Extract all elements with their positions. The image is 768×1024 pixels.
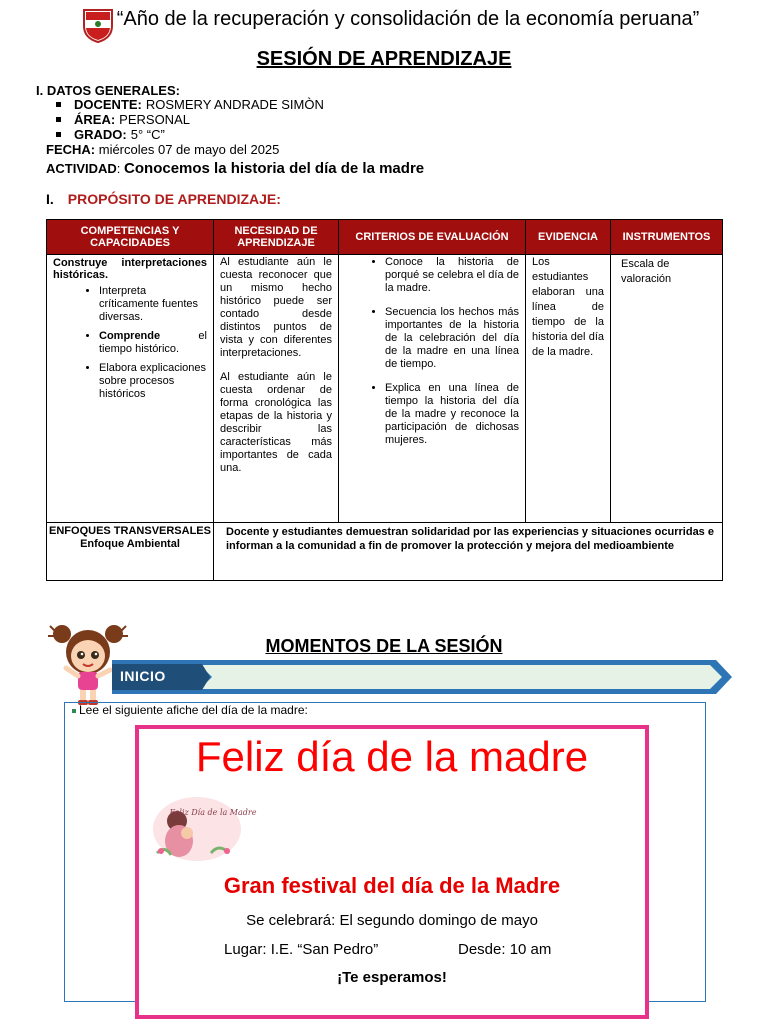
area-label: ÁREA: [74,112,116,127]
enfoque-name: Enfoque Ambiental [80,538,180,550]
area-item [56,112,324,127]
instruction-text: Lee el siguiente afiche del día de la madre: [79,703,308,717]
fecha-line [46,142,279,157]
fecha-value: miércoles 07 de mayo del 2025 [98,142,280,157]
list-item: • Conoce la historia de porqué se celebra el día de la madre. [385,256,519,295]
datos-generales-list [56,97,324,142]
proposito-label: PROPÓSITO DE APRENDIZAJE: [67,191,281,207]
necesidad-paragraph: Al estudiante aún le cuesta ordenar de forma cronológica las etapas de la historia y describir las características más importantes de cada una. [220,371,332,474]
competencia-lead: Construye interpretaciones históricas. [53,257,207,281]
docente-item [56,97,324,112]
bullet-square-icon [72,709,76,713]
poster-invitation: ¡Te esperamos! [337,969,447,986]
enfoques-title: ENFOQUES TRANSVERSALES [49,525,211,537]
enfoque-description: Docente y estudiantes demuestran solidaridad por las experiencias y situaciones ocurridas e informan a la comunidad a fin de promover la protección y mejora del medioambiente [214,523,723,581]
capacidad-bold: Comprende [99,330,161,342]
inicio-banner-arrow [112,658,734,696]
table-row [47,255,723,523]
grado-item [56,127,324,142]
actividad-label: ACTIVIDAD [46,161,117,176]
capacidad-text: Interpreta críticamente fuentes diversas. [99,285,199,323]
national-year-quote: “Año de la recuperación y consolidación de la economía peruana” [116,8,700,30]
instruction-line [72,703,308,717]
header-necesidad: NECESIDAD DE APRENDIZAJE [214,220,339,255]
datos-generales-heading: I. DATOS GENERALES: [36,83,180,98]
fecha-label: FECHA: [46,142,96,157]
bullet-square-icon [56,117,61,122]
table-header-row [47,220,723,255]
poster-time: Desde: 10 am [458,941,552,958]
inicio-label: INICIO [120,668,166,684]
poster-place: Lugar: I.E. “San Pedro” [224,941,379,958]
list-item [99,330,207,356]
enfoques-row [47,523,723,581]
planning-table [46,219,723,581]
criterios-list [345,256,519,447]
header-competencias: COMPETENCIAS Y CAPACIDADES [47,220,214,255]
actividad-line [46,160,424,177]
page-title: SESIÓN DE APRENDIZAJE [256,48,512,70]
proposito-number: I. [46,191,54,207]
mother-child-illustration-icon [151,795,257,863]
list-item [99,362,207,401]
header-instrumentos: INSTRUMENTOS [611,220,723,255]
proposito-heading [46,191,281,207]
list-item [99,285,207,324]
actividad-separator: : [116,161,121,176]
necesidad-paragraph: Al estudiante aún le cuesta reconocer que un mismo hecho histórico puede ser contado desde distintos puntos de vista y con diferentes interpretaciones. [220,256,332,359]
poster-festival: Gran festival del día de la Madre [223,873,561,898]
grado-value: 5° “C” [130,127,165,142]
criterios-cell [339,255,526,523]
evidencia-cell: Los estudiantes elaboran una línea de tiempo de la historia del día de la madre. [526,255,611,523]
grado-label: GRADO: [74,127,127,142]
area-value: PERSONAL [119,112,190,127]
docente-value: ROSMERY ANDRADE SIMÒN [145,97,324,112]
list-item: • Explica en una línea de tiempo la historia del día de la madre y reconoce la participación de dichosas mujeres. [385,382,519,447]
bullet-square-icon [56,102,61,107]
capacidad-text: el tiempo histórico. [99,330,207,355]
capacidad-text: Elabora explicaciones sobre procesos históricos [99,362,207,400]
enfoques-cell [47,523,214,581]
header-criterios: CRITERIOS DE EVALUACIÓN [339,220,526,255]
competencias-cell [47,255,214,523]
capacidades-list [53,285,207,401]
list-item: • Secuencia los hechos más importantes de la historia de la celebración del día de la madre en una línea de tiempo. [385,306,519,371]
poster-title: Feliz día de la madre [195,733,589,780]
poster-date: Se celebrará: El segundo domingo de mayo [246,912,538,929]
momentos-title: MOMENTOS DE LA SESIÓN [265,636,503,656]
bullet-square-icon [56,132,61,137]
necesidad-cell [214,255,339,523]
header-evidencia: EVIDENCIA [526,220,611,255]
instrumentos-cell: Escala de valoración [611,255,723,523]
illustration-caption: Feliz Día de la Madre [169,808,257,817]
actividad-value: Conocemos la historia del día de la madre [124,160,425,177]
docente-label: DOCENTE: [74,97,142,112]
mothers-day-poster [135,725,649,1019]
